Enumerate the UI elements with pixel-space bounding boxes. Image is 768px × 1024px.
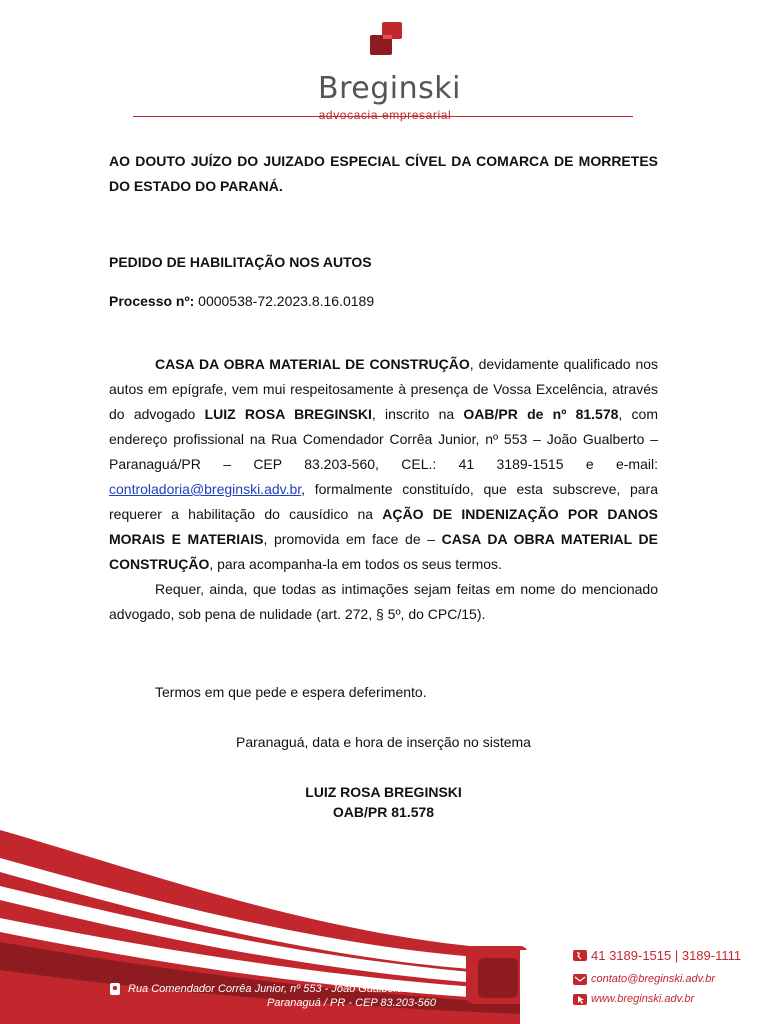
footer-website-text[interactable]: www.breginski.adv.br <box>591 993 695 1005</box>
logo-name: Breginski <box>318 71 461 106</box>
party-name: CASA DA OBRA MATERIAL DE CONSTRUÇÃO <box>155 356 470 372</box>
footer-phone-text: 41 3189-1515 | 3189-1111 <box>591 948 742 963</box>
header-divider <box>133 116 633 117</box>
footer-phone <box>573 948 741 963</box>
logo-squares-icon <box>368 22 408 58</box>
addressee-heading: AO DOUTO JUÍZO DO JUIZADO ESPECIAL CÍVEL DA COMARCA DE MORRETES DO ESTADO DO PARANÁ. <box>109 153 658 194</box>
signature-oab: OAB/PR 81.578 <box>332 804 435 820</box>
lawyer-name: LUIZ ROSA BREGINSKI <box>204 406 372 422</box>
footer-email-text[interactable]: contato@breginski.adv.br <box>591 973 716 985</box>
envelope-icon <box>573 974 587 985</box>
footer-address-line2: Paranaguá / PR - CEP 83.203-560 <box>267 997 436 1009</box>
place-date-line: Paranaguá, data e hora de inserção no sistema <box>236 734 531 750</box>
body-paragraph-1: CASA DA OBRA MATERIAL DE CONSTRUÇÃO, devidamente qualificado nos autos em epígrafe, vem mui respeitosamente à presença de Vossa Excelência, através do advogado LUIZ ROSA BREGINSKI, inscrito na OAB/PR de nº 81.578, com endereço profissional na Rua Comendador Corrêa Junior, nº 553 – João Gualberto – Paranaguá/PR – CEP 83.203-560, CEL.: 41 3189-1515 e e-mail: controladoria@breginski.adv.br, formalmente constituído, que esta subscreve, para requerer a habilitação do causídico na AÇÃO DE INDENIZAÇÃO POR DANOS MORAIS E MATERIAIS, promovida em face de – CASA DA OBRA MATERIAL DE CONSTRUÇÃO, para acompanha-la em todos os seus termos. <box>109 356 659 572</box>
petition-subject: PEDIDO DE HABILITAÇÃO NOS AUTOS <box>109 254 372 270</box>
footer-address-line1: Rua Comendador Corrêa Junior, nº 553 - João Gualberto <box>128 983 407 995</box>
footer-address <box>110 982 436 1010</box>
footer-email <box>573 973 715 985</box>
action-name: AÇÃO DE INDENIZAÇÃO POR DANOS MORAIS E MATERIAIS <box>109 506 658 547</box>
process-label: Processo nº: <box>109 293 195 309</box>
process-number-line <box>109 289 658 314</box>
firm-logo <box>318 22 461 122</box>
petition-body <box>109 352 658 627</box>
oab-number: OAB/PR de nº 81.578 <box>463 406 619 422</box>
location-pin-icon <box>110 983 120 995</box>
email-link[interactable]: controladoria@breginski.adv.br <box>109 481 302 497</box>
process-number: 0000538-72.2023.8.16.0189 <box>198 293 375 309</box>
signature-name: LUIZ ROSA BREGINSKI <box>305 784 462 800</box>
body-paragraph-2: Requer, ainda, que todas as intimações sejam feitas em nome do mencionado advogado, sob pena de nulidade (art. 272, § 5º, do CPC/15). <box>109 581 658 622</box>
phone-icon <box>573 950 587 961</box>
logo-tagline: advocacia empresarial <box>318 108 452 122</box>
footer-website <box>573 993 694 1005</box>
cursor-icon <box>573 994 587 1005</box>
closing-line: Termos em que pede e espera deferimento. <box>155 684 427 700</box>
defendant-name: CASA DA OBRA MATERIAL DE CONSTRUÇÃO <box>109 531 659 572</box>
